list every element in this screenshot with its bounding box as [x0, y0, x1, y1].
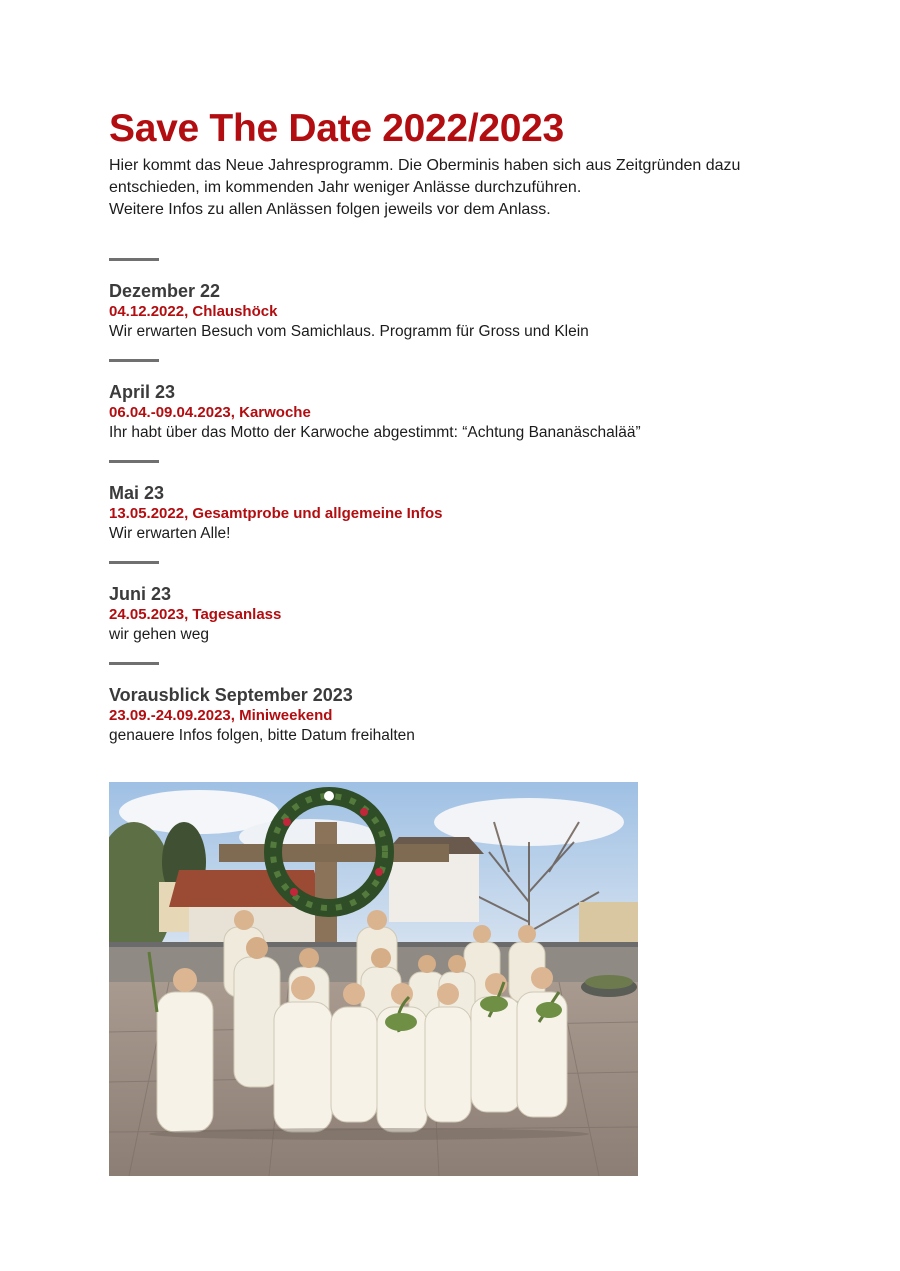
event-date-title: 23.09.-24.09.2023, Miniweekend [109, 707, 333, 724]
intro-paragraph [109, 155, 809, 221]
event-section-september [109, 684, 809, 746]
section-divider [109, 460, 159, 463]
event-description: Ihr habt über das Motto der Karwoche abgestimmt: “Achtung Bananäschalää” [109, 424, 641, 441]
section-month: Vorausblick September 2023 [109, 685, 353, 705]
intro-line: entschieden, im kommenden Jahr weniger Anlässe durchzuführen. [109, 179, 582, 196]
event-date-title: 13.05.2022, Gesamtprobe und allgemeine Infos [109, 505, 443, 522]
event-section-june [109, 583, 809, 645]
event-date-title: 24.05.2023, Tagesanlass [109, 606, 282, 623]
section-month: Dezember 22 [109, 281, 221, 301]
section-divider [109, 662, 159, 665]
section-divider [109, 359, 159, 362]
event-description: Wir erwarten Alle! [109, 525, 231, 542]
event-date-title: 06.04.-09.04.2023, Karwoche [109, 404, 311, 421]
intro-line: Hier kommt das Neue Jahresprogramm. Die Oberminis haben sich aus Zeitgründen dazu [109, 157, 741, 174]
event-description: Wir erwarten Besuch vom Samichlaus. Programm für Gross und Klein [109, 323, 589, 340]
group-photo [109, 782, 638, 1176]
page-title: Save The Date 2022/2023 [109, 107, 564, 150]
event-section-may [109, 482, 809, 544]
intro-line: Weitere Infos zu allen Anlässen folgen jeweils vor dem Anlass. [109, 201, 551, 218]
event-section-april [109, 381, 809, 443]
section-divider [109, 258, 159, 261]
section-month: April 23 [109, 382, 176, 402]
section-month: Mai 23 [109, 483, 165, 503]
event-description: genauere Infos folgen, bitte Datum freihalten [109, 727, 415, 744]
section-divider [109, 561, 159, 564]
event-description: wir gehen weg [109, 626, 209, 643]
event-section-december [109, 280, 809, 342]
section-month: Juni 23 [109, 584, 172, 604]
event-date-title: 04.12.2022, Chlaushöck [109, 303, 278, 320]
